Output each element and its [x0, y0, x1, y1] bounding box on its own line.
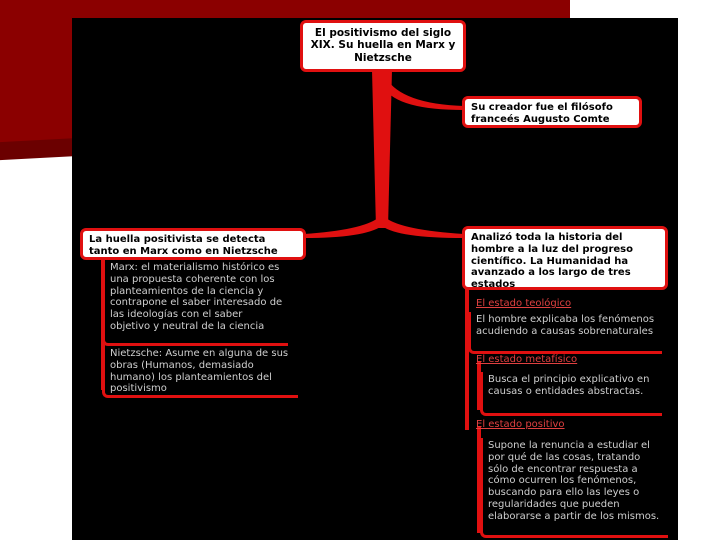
- banner-shadow: [0, 138, 80, 160]
- estado-metafisico-node: [480, 372, 662, 416]
- estado-positivo-node: [480, 438, 668, 538]
- nietzsche-node: [102, 346, 298, 398]
- estado-teologico-text: El hombre explicaba los fenómenos acudiendo a causas sobrenaturales: [476, 314, 655, 337]
- creator-text: Su creador fue el filósofo franceés Augusto Comte: [471, 102, 613, 125]
- nietzsche-text: Nietzsche: Asume en alguna de sus obras (Humanos, demasiado humano) los planteamientos del positivismo: [110, 348, 289, 395]
- title-text: El positivismo del siglo XIX. Su huella en Marx y Nietzsche: [310, 27, 456, 64]
- estado-positivo-label: El estado positivo: [476, 419, 565, 430]
- estado-metafisico-label: El estado metafísico: [476, 354, 578, 365]
- right-vertical: [465, 288, 469, 430]
- creator-node: [462, 96, 642, 128]
- title-node: [300, 20, 466, 72]
- huella-node: [80, 228, 306, 260]
- marx-text: Marx: el materialismo histórico es una propuesta coherente con los planteamientos de la ciencia y contrapone el saber interesado de las ideologías con el saber objetivo y neutral de la ciencia: [110, 262, 283, 332]
- marx-node: [102, 260, 288, 346]
- estado-teologico-node: [468, 312, 662, 354]
- concept-map: [72, 18, 678, 540]
- estado-teologico-label: El estado teológico: [476, 298, 572, 309]
- huella-text: La huella positivista se detecta tanto en Marx como en Nietzsche: [89, 234, 278, 257]
- estado-positivo-text: Supone la renuncia a estudiar el por qué de las cosas, tratando sólo de encontrar respuesta a cómo ocurren los fenómenos, buscando para ello las leyes o regularidades que pueden elaborarse a partir de los mismos.: [488, 440, 660, 522]
- analizo-text: Analizó toda la historia del hombre a la luz del progreso científico. La Humanidad ha avanzado a los largo de tres estados: [471, 232, 634, 291]
- estado-metafisico-text: Busca el principio explicativo en causas o entidades abstractas.: [488, 374, 650, 397]
- branch-creator: [384, 78, 464, 110]
- branch-huella: [304, 218, 382, 238]
- analizo-node: [462, 226, 668, 290]
- branch-analizo: [382, 218, 464, 238]
